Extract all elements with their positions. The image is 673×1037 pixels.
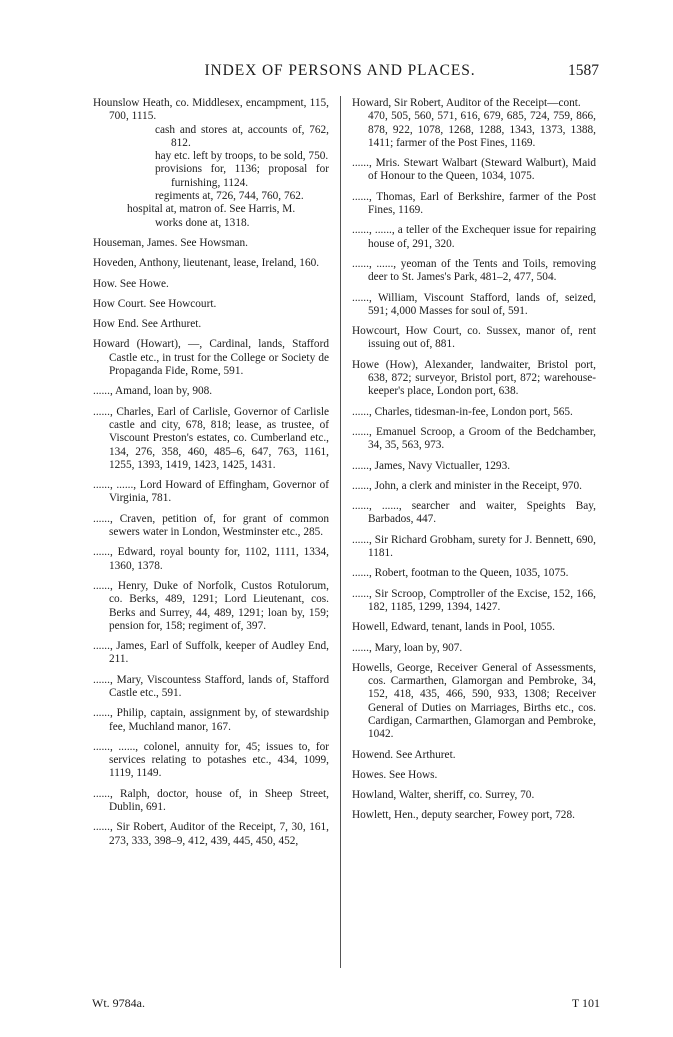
index-subentry: hay etc. left by troops, to be sold, 750.	[155, 150, 329, 163]
index-entry: Houseman, James. See Howsman.	[93, 236, 248, 249]
index-entry: ......, Mary, loan by, 907.	[352, 641, 463, 654]
index-entry: ......, William, Viscount Stafford, lands of, seized, 591; 4,000 Masses for soul of, 591.	[352, 291, 596, 317]
index-entry: How Court. See Howcourt.	[93, 297, 217, 310]
index-entry: ......, Charles, tidesman-in-fee, London port, 565.	[352, 405, 573, 418]
index-entry: ......, Henry, Duke of Norfolk, Custos Rotulorum, co. Berks, 489, 1291; Lord Lieutenant, cos. Berks and Surrey, 44, 489, 1291; loan by, 159; pension for, 158; regiment of, 397.	[93, 579, 329, 632]
page-footer	[0, 996, 673, 1012]
index-entry: How. See Howe.	[93, 277, 169, 290]
index-entry: ......, Edward, royal bounty for, 1102, 1111, 1334, 1360, 1378.	[93, 546, 329, 572]
index-entry: ......, ......, searcher and waiter, Speights Bay, Barbados, 447.	[352, 500, 596, 526]
index-entry: Howe (How), Alexander, landwaiter, Bristol port, 638, 872; surveyor, Bristol port, 872; warehouse-keeper's place, London port, 638.	[352, 358, 596, 398]
index-entry: Howard (Howart), —, Cardinal, lands, Stafford Castle etc., in trust for the College or Society de Propaganda Fide, Rome, 591.	[93, 338, 329, 378]
index-entry: ......, ......, Lord Howard of Effingham, Governor of Virginia, 781.	[93, 479, 329, 505]
index-entry: Howcourt, How Court, co. Sussex, manor of, rent issuing out of, 881.	[352, 325, 596, 351]
index-entry: ......, ......, colonel, annuity for, 45; issues to, for services relating to potashes etc., 434, 1099, 1119, 1149.	[93, 740, 329, 780]
index-entry: Howes. See Hows.	[352, 768, 438, 781]
index-entry: ......, Sir Richard Grobham, surety for J. Bennett, 690, 1181.	[352, 533, 596, 560]
index-entry: ......, Robert, footman to the Queen, 1035, 1075.	[352, 567, 569, 580]
index-entry: ......, Emanuel Scroop, a Groom of the Bedchamber, 34, 35, 563, 973.	[352, 425, 596, 452]
index-entry: ......, ......, yeoman of the Tents and Toils, removing deer to St. James's Park, 481–2, 477, 504.	[352, 257, 596, 284]
index-subentry: works done at, 1318.	[155, 216, 250, 229]
index-entry: ......, Charles, Earl of Carlisle, Governor of Carlisle castle and city, 678, 818; lease, as trustee, of Viscount Preston's estates, co. Cumberland etc., 134, 276, 358, 460, 485–6, 647, 763, 1161, 1255, 1393, 1419, 1423, 1425, 1431.	[93, 405, 329, 471]
index-entry: Howell, Edward, tenant, lands in Pool, 1055.	[352, 621, 556, 634]
index-entry: ......, Philip, captain, assignment by, of stewardship fee, Muchland manor, 167.	[93, 707, 329, 733]
index-entry: ......, Craven, petition of, for grant of common sewers water in London, Westminster etc., 285.	[93, 512, 329, 539]
index-entry: Hoveden, Anthony, lieutenant, lease, Ireland, 160.	[93, 257, 320, 270]
index-entry: How End. See Arthuret.	[93, 318, 202, 331]
index-entry: ......, James, Earl of Suffolk, keeper of Audley End, 211.	[93, 640, 329, 666]
signature-mark: T 101	[571, 996, 600, 1010]
index-entry: ......, Ralph, doctor, house of, in Sheep Street, Dublin, 691.	[93, 787, 329, 814]
index-entry: ......, Mris. Stewart Walbart (Steward Walburt), Maid of Honour to the Queen, 1034, 1075.	[352, 157, 596, 183]
index-entry: ......, Sir Robert, Auditor of the Receipt, 7, 30, 161, 273, 333, 398–9, 412, 439, 445, 450, 452,	[93, 821, 329, 847]
index-entry: ......, Sir Scroop, Comptroller of the Excise, 152, 166, 182, 1185, 1299, 1394, 1427.	[352, 587, 596, 613]
index-subentry: regiments at, 726, 744, 760, 762.	[155, 190, 304, 203]
index-entry: ......, Amand, loan by, 908.	[93, 385, 213, 398]
running-title: INDEX OF PERSONS AND PLACES.	[204, 62, 476, 79]
index-entry: Howells, George, Receiver General of Assessments, cos. Carmarthen, Glamorgan and Pembroke, 34, 152, 418, 435, 466, 590, 933, 1308; Receiver General of Duties on Marriages, Births etc., cos. Cardigan, Carmarthen, Glamorgan and Pembroke, 1042.	[352, 661, 596, 741]
index-entry: ......, Mary, Viscountess Stafford, lands of, Stafford Castle etc., 591.	[93, 673, 329, 699]
print-reference: Wt. 9784a.	[92, 996, 145, 1010]
index-entry: ......, ......, a teller of the Exchequer issue for repairing house of, 291, 320.	[352, 224, 596, 250]
index-entry: Howard, Sir Robert, Auditor of the Receipt—cont.	[352, 97, 581, 109]
index-entry: Howland, Walter, sheriff, co. Surrey, 70.	[352, 789, 535, 802]
index-subentry: hospital at, matron of. See Harris, M.	[127, 203, 296, 216]
index-continuation: 470, 505, 560, 571, 616, 679, 685, 724, 759, 866, 878, 922, 1078, 1268, 1288, 1343, 1373, 1388, 1411; farmer of the Post Fines, 1169.	[368, 110, 596, 149]
index-entry: ......, Thomas, Earl of Berkshire, farmer of the Post Fines, 1169.	[352, 190, 596, 217]
index-entry: ......, James, Navy Victualler, 1293.	[352, 459, 511, 472]
index-entry: Howend. See Arthuret.	[352, 748, 456, 761]
index-column-right	[352, 97, 596, 830]
index-entry: Howlett, Hen., deputy searcher, Fowey port, 728.	[352, 809, 575, 822]
index-subentry: provisions for, 1136; proposal for furnishing, 1124.	[155, 163, 329, 189]
index-entry: ......, John, a clerk and minister in the Receipt, 970.	[352, 479, 582, 492]
index-entry: Hounslow Heath, co. Middlesex, encampment, 115, 700, 1115.	[93, 97, 329, 123]
index-column-left	[93, 97, 329, 855]
page-header	[0, 62, 673, 88]
index-subentry: cash and stores at, accounts of, 762, 812.	[155, 123, 329, 149]
page-number: 1587	[568, 62, 599, 79]
column-divider	[340, 96, 341, 968]
